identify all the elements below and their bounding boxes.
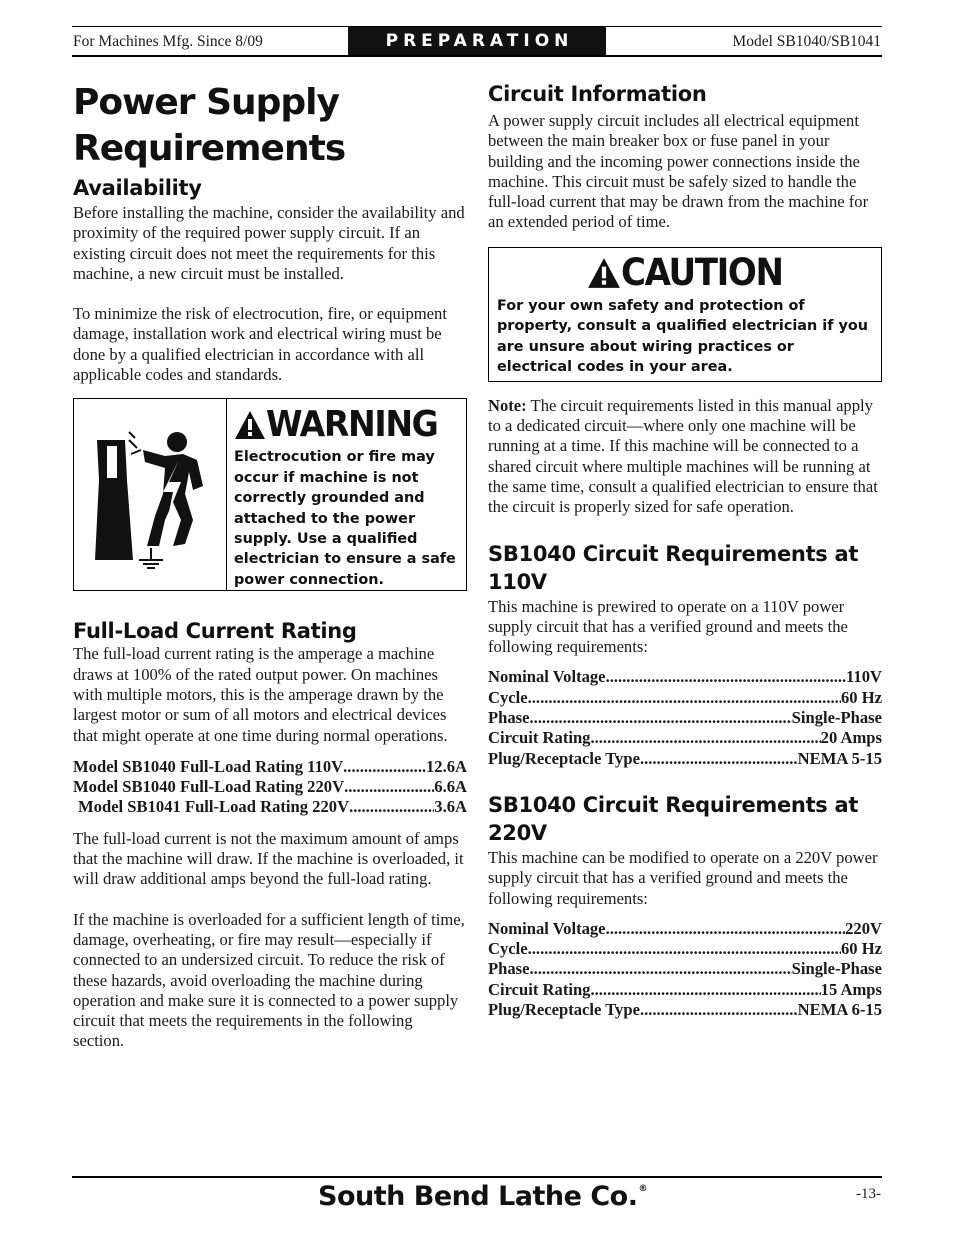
requirement-label: Circuit Rating <box>488 979 591 999</box>
full-load-heading: Full-Load Current Rating <box>73 619 357 644</box>
requirement-row <box>488 688 882 708</box>
availability-paragraph-2: To minimize the risk of electrocution, fire, or equipment damage, installation work and electrical wiring must be done by a qualified electrician in accordance with all applicable codes and standards. <box>73 304 447 385</box>
heading-line: SB1040 Circuit Requirements at <box>488 792 859 817</box>
rating-value: 3.6A <box>434 797 467 817</box>
right-column <box>488 80 882 1020</box>
header-rule-bottom <box>72 55 882 57</box>
requirements-220v-heading <box>488 791 882 847</box>
leader-dots <box>590 728 820 748</box>
requirements-110v-heading <box>488 540 882 596</box>
requirement-label: Plug/Receptacle Type <box>488 748 640 768</box>
requirement-label: Cycle <box>488 687 528 707</box>
header-model: Model SB1040/SB1041 <box>732 33 881 50</box>
requirement-label: Phase <box>488 959 530 979</box>
note-text: The circuit requirements listed in this manual apply to a dedicated circuit—where only one machine will be running at a time. If this machine will be connected to a shared circuit where multiple machines will be running at the same time, consult a qualified electrician to ensure that the circuit is properly sized for safe operation. <box>488 395 878 517</box>
heading-line: SB1040 Circuit Requirements at <box>488 541 859 566</box>
warning-box <box>73 398 467 591</box>
full-load-ratings <box>73 757 467 818</box>
requirement-row <box>488 919 882 939</box>
requirement-label: Circuit Rating <box>488 728 591 748</box>
requirement-value: 15 Amps <box>820 979 882 999</box>
full-load-paragraph-1: The full-load current rating is the amperage a machine draws at 100% of the rated output power. On machines with multiple motors, this is the amperage drawn by the largest motor or sum of all motors and electrical devices that might operate at one time during normal operations. <box>73 644 448 745</box>
rating-row <box>73 797 467 817</box>
leader-dots <box>529 959 791 979</box>
requirement-row <box>488 728 882 748</box>
leader-dots <box>640 1000 798 1020</box>
availability-heading: Availability <box>73 176 202 200</box>
heading-line: 110V <box>488 569 547 594</box>
electrocution-hazard-icon <box>74 399 227 590</box>
section-banner: PREPARATION <box>348 27 606 55</box>
requirement-value: NEMA 6-15 <box>797 1000 882 1020</box>
page-title-line-1: Power Supply <box>73 82 339 123</box>
requirements-110v-paragraph: This machine is prewired to operate on a 110V power supply circuit that has a verified ground and meets the following requirements: <box>488 596 848 657</box>
company-logo-text: South Bend Lathe Co. <box>318 1181 638 1212</box>
requirement-value: 20 Amps <box>820 728 882 748</box>
circuit-information-paragraph: A power supply circuit includes all electrical equipment between the main breaker box or fuse panel in your building and the incoming power connections inside the machine. This circuit must be safely sized to handle the full-load current that may be drawn from the machine for an extended period of time. <box>488 111 869 232</box>
page-title <box>73 80 467 172</box>
leader-dots <box>343 757 426 777</box>
leader-dots <box>349 797 434 817</box>
warning-text: Electrocution or fire may occur if machine is not correctly grounded and attached to the power supply. Use a qualified electrician to ensure a safe power connection. <box>234 449 456 588</box>
requirement-value: 60 Hz <box>840 687 882 707</box>
warning-content <box>227 399 466 590</box>
requirement-row <box>488 939 882 959</box>
leader-dots <box>640 749 798 769</box>
leader-dots <box>528 688 841 708</box>
left-column <box>73 80 467 1052</box>
full-load-paragraph-3: If the machine is overloaded for a sufficient length of time, damage, overheating, or fire may result—especially if connected to an undersized circuit. To reduce the risk of these hazards, avoid overloading the machine during operation and make sure it is connected to a power supply circuit that meets the requirements in the following section. <box>73 909 465 1051</box>
rating-value: 12.6A <box>425 756 467 776</box>
leader-dots <box>528 939 841 959</box>
requirement-value: 110V <box>846 667 882 687</box>
requirement-label: Phase <box>488 708 530 728</box>
caution-box <box>488 247 882 382</box>
rating-row <box>73 757 467 777</box>
warning-triangle-icon <box>234 410 266 440</box>
requirement-row <box>488 708 882 728</box>
warning-title: WARNING <box>266 404 438 446</box>
requirement-row <box>488 1000 882 1020</box>
page-number: -13- <box>856 1186 881 1202</box>
caution-triangle-icon <box>587 257 621 289</box>
company-logo <box>318 1181 647 1212</box>
rating-label: Model SB1041 Full-Load Rating 220V <box>78 797 350 817</box>
requirements-110v-list <box>488 667 882 768</box>
warning-header <box>234 405 460 445</box>
rating-label: Model SB1040 Full-Load Rating 110V <box>73 756 344 776</box>
requirement-label: Nominal Voltage <box>488 918 606 938</box>
rating-row <box>73 777 467 797</box>
header-machines-note: For Machines Mfg. Since 8/09 <box>73 33 263 50</box>
page-title-line-2: Requirements <box>73 128 346 169</box>
leader-dots <box>606 919 846 939</box>
rating-label: Model SB1040 Full-Load Rating 220V <box>73 777 345 797</box>
requirement-value: Single-Phase <box>791 708 882 728</box>
note-label: Note: <box>488 395 527 415</box>
circuit-information-heading: Circuit Information <box>488 82 707 106</box>
requirement-row <box>488 749 882 769</box>
requirements-220v-paragraph: This machine can be modified to operate on a 220V power supply circuit that has a verified ground and meets the following requirements: <box>488 847 878 908</box>
heading-line: 220V <box>488 820 547 845</box>
leader-dots <box>344 777 434 797</box>
rating-value: 6.6A <box>434 777 467 797</box>
requirement-label: Plug/Receptacle Type <box>488 1000 640 1020</box>
requirement-value: 220V <box>845 918 882 938</box>
requirement-label: Cycle <box>488 939 528 959</box>
leader-dots <box>590 980 820 1000</box>
availability-paragraph-1: Before installing the machine, consider the availability and proximity of the required power supply circuit. If an existing circuit does not meet the requirements for this machine, a new circuit must be installed. <box>73 203 465 283</box>
caution-header <box>497 252 873 294</box>
caution-title: CAUTION <box>621 250 783 294</box>
footer-rule <box>72 1176 882 1178</box>
leader-dots <box>529 708 791 728</box>
caution-text: For your own safety and protection of property, consult a qualified electrician if you are unsure about wiring practices or electrical codes in your area. <box>497 297 868 375</box>
note-paragraph <box>488 396 882 518</box>
registered-mark: ® <box>638 1184 647 1194</box>
requirement-value: NEMA 5-15 <box>797 748 882 768</box>
requirement-row <box>488 667 882 687</box>
requirement-row <box>488 959 882 979</box>
requirement-row <box>488 980 882 1000</box>
requirement-value: 60 Hz <box>840 939 882 959</box>
full-load-paragraph-2: The full-load current is not the maximum amount of amps that the machine will draw. If the machine is overloaded, it will draw additional amps beyond the full-load rating. <box>73 828 464 889</box>
leader-dots <box>606 667 846 687</box>
requirement-value: Single-Phase <box>791 959 882 979</box>
requirements-220v-list <box>488 919 882 1020</box>
requirement-label: Nominal Voltage <box>488 667 606 687</box>
